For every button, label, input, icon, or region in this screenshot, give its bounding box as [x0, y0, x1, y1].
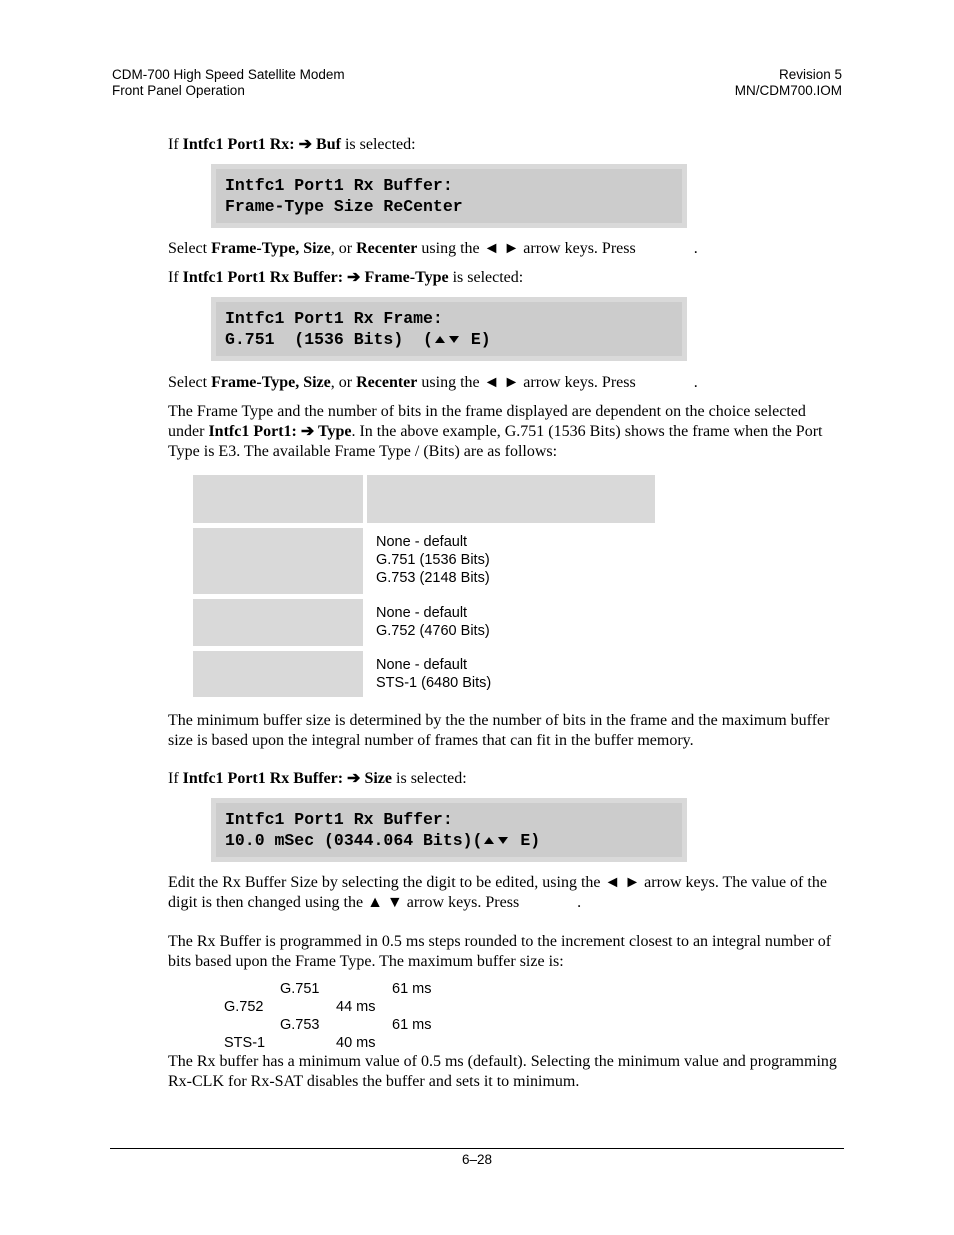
footer-divider: [110, 1148, 844, 1149]
frame-type-explanation: [168, 402, 840, 462]
text: Select: [168, 374, 212, 391]
table-cell-text: G.752 (4760 Bits): [376, 623, 490, 639]
menu-path: Intfc1 Port1 Rx: ➔ Buf: [182, 136, 341, 153]
text: , or: [330, 240, 357, 257]
lcd-display-rx-frame: [211, 297, 687, 361]
table-row: [376, 656, 491, 692]
max-size-type: G.752: [224, 999, 264, 1015]
table-cell-text: G.751 (1536 Bits): [376, 552, 490, 568]
text: .: [577, 894, 582, 911]
header-left: [112, 67, 345, 99]
max-size-value: 61 ms: [392, 981, 432, 997]
size-selected: [168, 769, 840, 789]
intro-buf-selected: [168, 135, 840, 155]
edit-buffer-instruction: [168, 873, 840, 913]
table-cell-text: None - default: [376, 657, 468, 673]
select-instruction-2: [168, 373, 840, 393]
text: using the ◄ ► arrow keys. Press: [417, 374, 636, 391]
down-arrow-icon: [449, 336, 459, 343]
lcd-line-1: Intfc1 Port1 Rx Buffer:: [225, 810, 453, 829]
lcd-line-2: [225, 329, 673, 350]
header-revision: Revision 5: [778, 67, 842, 82]
text: Select: [168, 240, 212, 257]
bold-text: Recenter: [356, 374, 418, 391]
text: . In the above example, G.751 (1536 Bits) shows the frame when the Port Type is E3. The available Frame Type / (Bits) are as follows:: [168, 423, 823, 460]
lcd-text: E): [510, 831, 541, 850]
max-size-type: STS-1: [224, 1035, 266, 1051]
menu-path: Intfc1 Port1 Rx Buffer: ➔ Size: [182, 770, 393, 787]
table-row-label-cell: [193, 599, 363, 646]
up-arrow-icon: [435, 336, 445, 343]
table-header-cell: [367, 475, 655, 523]
max-size-value: 61 ms: [392, 1017, 432, 1033]
menu-path: Intfc1 Port1 Rx Buffer: ➔ Frame-Type: [182, 269, 449, 286]
up-arrow-icon: [484, 837, 494, 844]
text: If: [168, 136, 183, 153]
header-title: CDM-700 High Speed Satellite Modem: [112, 67, 345, 82]
lcd-text: E): [460, 330, 491, 349]
text: using the ◄ ► arrow keys. Press: [417, 240, 636, 257]
text: Edit the Rx Buffer Size by selecting the digit to be edited, using the ◄ ► arrow keys. The value of the digit is then changed using the ▲ ▼ arrow keys. Press: [168, 874, 827, 911]
lcd-display-rx-buffer-size: [211, 798, 687, 862]
text: .: [693, 374, 698, 391]
text: The Frame Type and the number of bits in the frame displayed are dependent on the choice selected under: [168, 403, 806, 440]
lcd-line-2: [225, 830, 673, 851]
lcd-text: 10.0 mSec (0344.064 Bits)(: [225, 831, 483, 850]
max-size-type: G.753: [280, 1017, 320, 1033]
header-doc-number: MN/CDM700.IOM: [734, 83, 842, 98]
bold-text: Recenter: [356, 240, 418, 257]
table-cell-text: None - default: [376, 605, 468, 621]
rx-buffer-programming: The Rx Buffer is programmed in 0.5 ms steps rounded to the increment closest to an integral number of bits based upon the Frame Type. The maximum buffer size is:: [168, 933, 832, 970]
menu-path: Intfc1 Port1: ➔ Type: [208, 423, 352, 440]
buffer-size-explanation: The minimum buffer size is determined by the the number of bits in the frame and the maximum buffer size is based upon the integral number of frames that can fit in the buffer memory.: [168, 712, 830, 749]
table-row-label-cell: [193, 528, 363, 594]
max-size-type: G.751: [280, 981, 320, 997]
rx-buffer-minimum: The Rx buffer has a minimum value of 0.5 ms (default). Selecting the minimum value and programming Rx-CLK for Rx-SAT disables the buffer and sets it to minimum.: [168, 1053, 837, 1090]
text: is selected:: [448, 269, 524, 286]
table-header-cell: [193, 475, 363, 523]
text: , or: [330, 374, 357, 391]
text: .: [693, 240, 698, 257]
max-size-value: 44 ms: [336, 999, 376, 1015]
lcd-display-rx-buffer: [211, 164, 687, 228]
header-section: Front Panel Operation: [112, 83, 245, 98]
table-row-label-cell: [193, 651, 363, 697]
page-number: 6–28: [461, 1152, 493, 1167]
text: If: [168, 269, 183, 286]
table-row: [376, 604, 490, 640]
text: If: [168, 770, 183, 787]
text: is selected:: [392, 770, 467, 787]
bold-text: Frame-Type, Size: [211, 374, 331, 391]
lcd-line-1: Intfc1 Port1 Rx Buffer:: [225, 176, 453, 195]
table-cell-text: G.753 (2148 Bits): [376, 570, 490, 586]
frame-type-selected: [168, 268, 840, 288]
table-cell-text: STS-1 (6480 Bits): [376, 675, 492, 691]
text: is selected:: [340, 136, 416, 153]
lcd-line-2: Frame-Type Size ReCenter: [225, 197, 463, 216]
table-row: [376, 533, 490, 587]
bold-text: Frame-Type, Size: [211, 240, 331, 257]
lcd-text: G.751 (1536 Bits) (: [225, 330, 433, 349]
lcd-line-1: Intfc1 Port1 Rx Frame:: [225, 309, 443, 328]
max-size-value: 40 ms: [336, 1035, 376, 1051]
down-arrow-icon: [498, 837, 508, 844]
header-right: [735, 67, 842, 99]
table-cell-text: None - default: [376, 534, 468, 550]
select-instruction-1: [168, 239, 840, 259]
